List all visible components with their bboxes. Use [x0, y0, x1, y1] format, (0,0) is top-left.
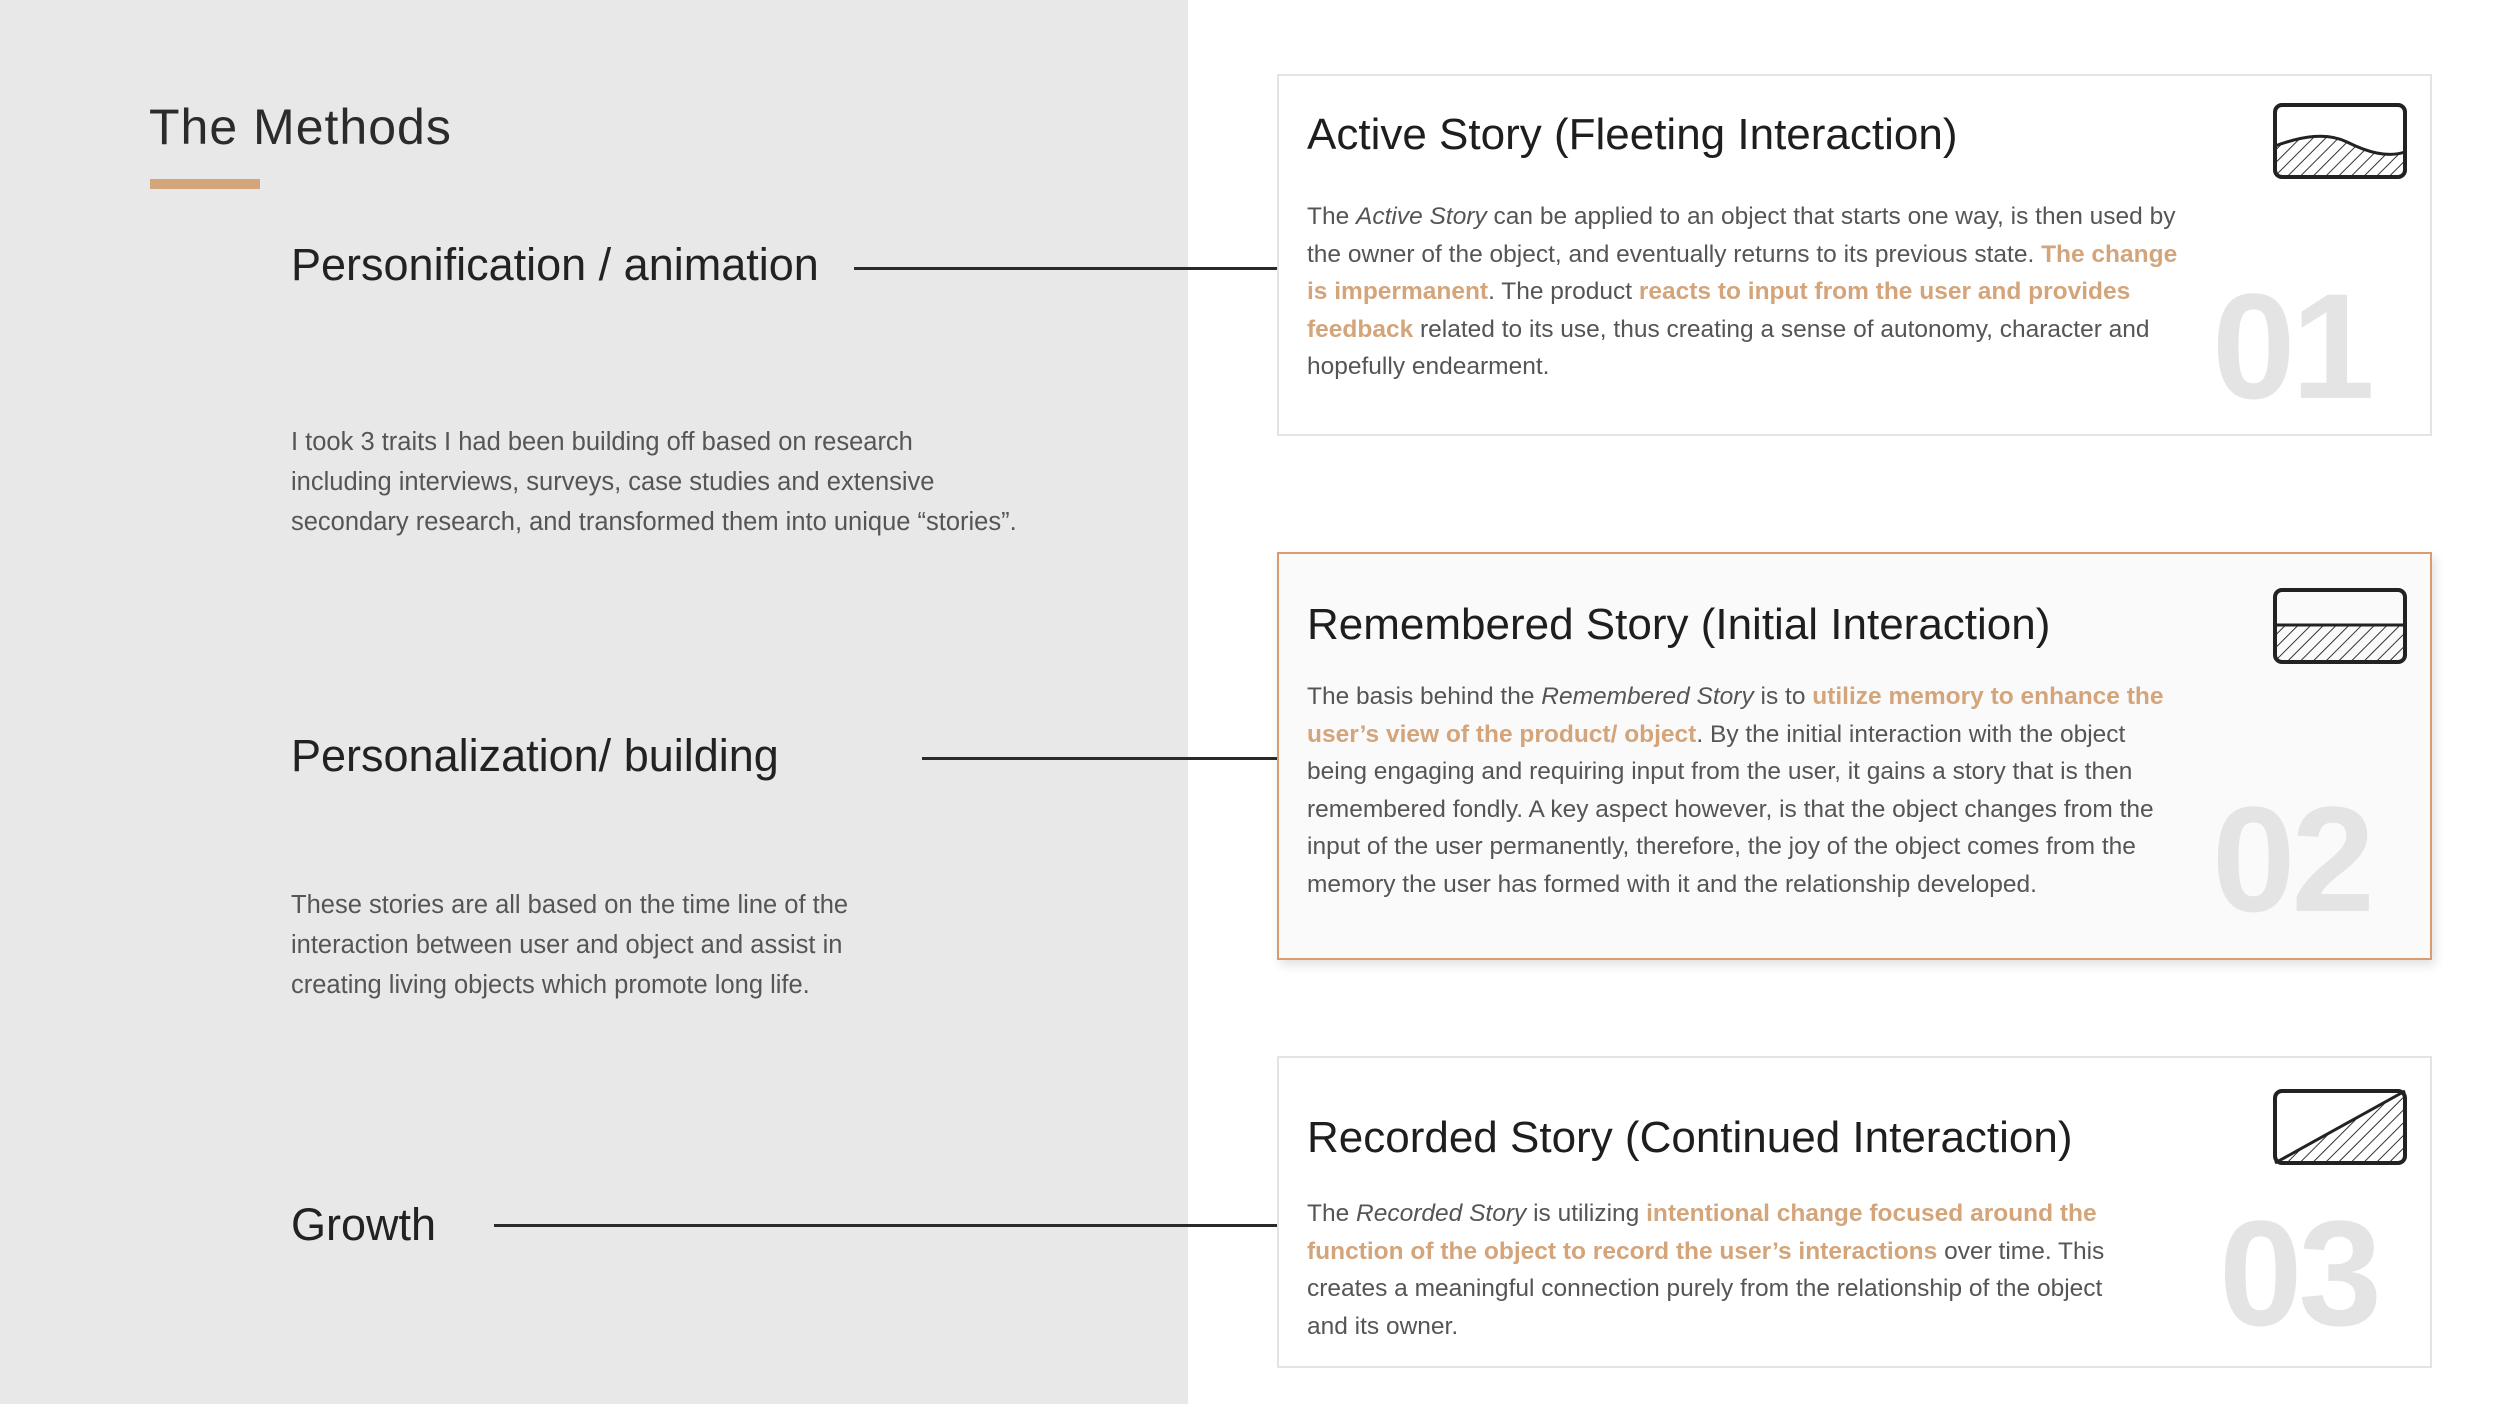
card-body-line	[1307, 716, 2164, 754]
card-body-line	[1307, 791, 2164, 829]
paragraph-line: including interviews, surveys, case studies and extensive	[291, 468, 935, 496]
card-title: Active Story (Fleeting Interaction)	[1307, 110, 1958, 159]
card-body-line	[1307, 1195, 2104, 1233]
body-text: creates a meaningful connection purely from the relationship of the object	[1307, 1275, 2103, 1302]
highlight-text: user’s view of the product/ object	[1307, 720, 1697, 748]
research-paragraph	[291, 422, 1017, 542]
body-text: and its owner.	[1307, 1312, 1459, 1340]
card-body-line	[1307, 311, 2177, 349]
body-text: hopefully endearment.	[1307, 353, 1550, 380]
left-panel	[0, 0, 1188, 1404]
card-body-line	[1307, 348, 2177, 386]
method-heading-growth: Growth	[291, 1199, 437, 1250]
body-text: The	[1307, 203, 1357, 230]
body-text: remembered fondly. A key aspect however, is that the object changes from the	[1307, 795, 2154, 823]
body-text: can be applied to an object that starts one way, is then used by	[1486, 203, 2176, 230]
paragraph-line: creating living objects which promote long life.	[291, 971, 810, 999]
paragraph-line: secondary research, and transformed them into unique “stories”.	[291, 508, 1017, 536]
card-body-line	[1307, 753, 2164, 791]
title-underline	[150, 179, 260, 189]
card-body-line	[1307, 1270, 2104, 1308]
body-text: being engaging and requiring input from the user, it gains a story that is then	[1307, 758, 2133, 785]
card-body	[1307, 678, 2164, 903]
highlight-text: function of the object to record the user’s interactions	[1307, 1237, 1938, 1265]
highlight-text: is impermanent	[1307, 278, 1489, 305]
half-fill-icon	[2272, 587, 2408, 665]
card-title: Recorded Story (Continued Interaction)	[1307, 1113, 2073, 1162]
body-text: over time. This	[1937, 1237, 2105, 1265]
card-title: Remembered Story (Initial Interaction)	[1307, 600, 2051, 649]
card-body-line	[1307, 198, 2177, 236]
connector-line-2	[922, 757, 1277, 760]
method-heading-personification: Personification / animation	[291, 239, 819, 290]
body-text: . By the initial interaction with the object	[1696, 720, 2126, 748]
card-active-story	[1277, 74, 2432, 436]
highlight-text: The change	[2041, 240, 2178, 268]
page-title: The Methods	[149, 99, 452, 155]
body-text: related to its use, thus creating a sense of autonomy, character and	[1413, 315, 2150, 343]
connector-line-3	[494, 1224, 1277, 1227]
body-text: The basis behind the	[1307, 683, 1542, 710]
body-text: The	[1307, 1200, 1357, 1227]
body-text: the owner of the object, and eventually returns to its previous state.	[1307, 240, 2042, 268]
card-body	[1307, 198, 2177, 386]
card-body-line	[1307, 828, 2164, 866]
connector-line-1	[854, 267, 1277, 270]
paragraph-line: I took 3 traits I had been building off based on research	[291, 428, 913, 456]
italic-text: Recorded Story	[1356, 1200, 1527, 1227]
method-heading-personalization: Personalization/ building	[291, 730, 779, 781]
highlight-text: reacts to input from the user and provides	[1638, 278, 2131, 305]
italic-text: Active Story	[1356, 203, 1487, 230]
body-text: . The product	[1488, 278, 1639, 305]
body-text: is to	[1753, 683, 1813, 710]
card-remembered-story	[1277, 552, 2432, 960]
body-text: input of the user permanently, therefore, the joy of the object comes from the	[1307, 833, 2136, 860]
card-body-line	[1307, 273, 2177, 311]
card-body-line	[1307, 678, 2164, 716]
card-recorded-story	[1277, 1056, 2432, 1368]
timeline-paragraph	[291, 885, 848, 1005]
italic-text: Remembered Story	[1541, 683, 1754, 710]
card-number: 02	[2212, 775, 2371, 943]
diagonal-fill-icon	[2272, 1088, 2408, 1166]
highlight-text: utilize memory to enhance the	[1812, 683, 2164, 710]
paragraph-line: interaction between user and object and assist in	[291, 931, 843, 959]
card-number: 01	[2212, 262, 2371, 430]
card-body	[1307, 1195, 2104, 1345]
card-body-line	[1307, 866, 2164, 904]
body-text: is utilizing	[1526, 1200, 1647, 1227]
card-body-line	[1307, 1308, 2104, 1346]
highlight-text: feedback	[1307, 315, 1414, 343]
card-number: 03	[2219, 1189, 2378, 1357]
card-body-line	[1307, 1233, 2104, 1271]
highlight-text: intentional change focused around the	[1646, 1200, 2097, 1227]
body-text: memory the user has formed with it and the relationship developed.	[1307, 870, 2037, 898]
wave-fill-icon	[2272, 102, 2408, 180]
card-body-line	[1307, 236, 2177, 274]
paragraph-line: These stories are all based on the time line of the	[291, 891, 849, 919]
